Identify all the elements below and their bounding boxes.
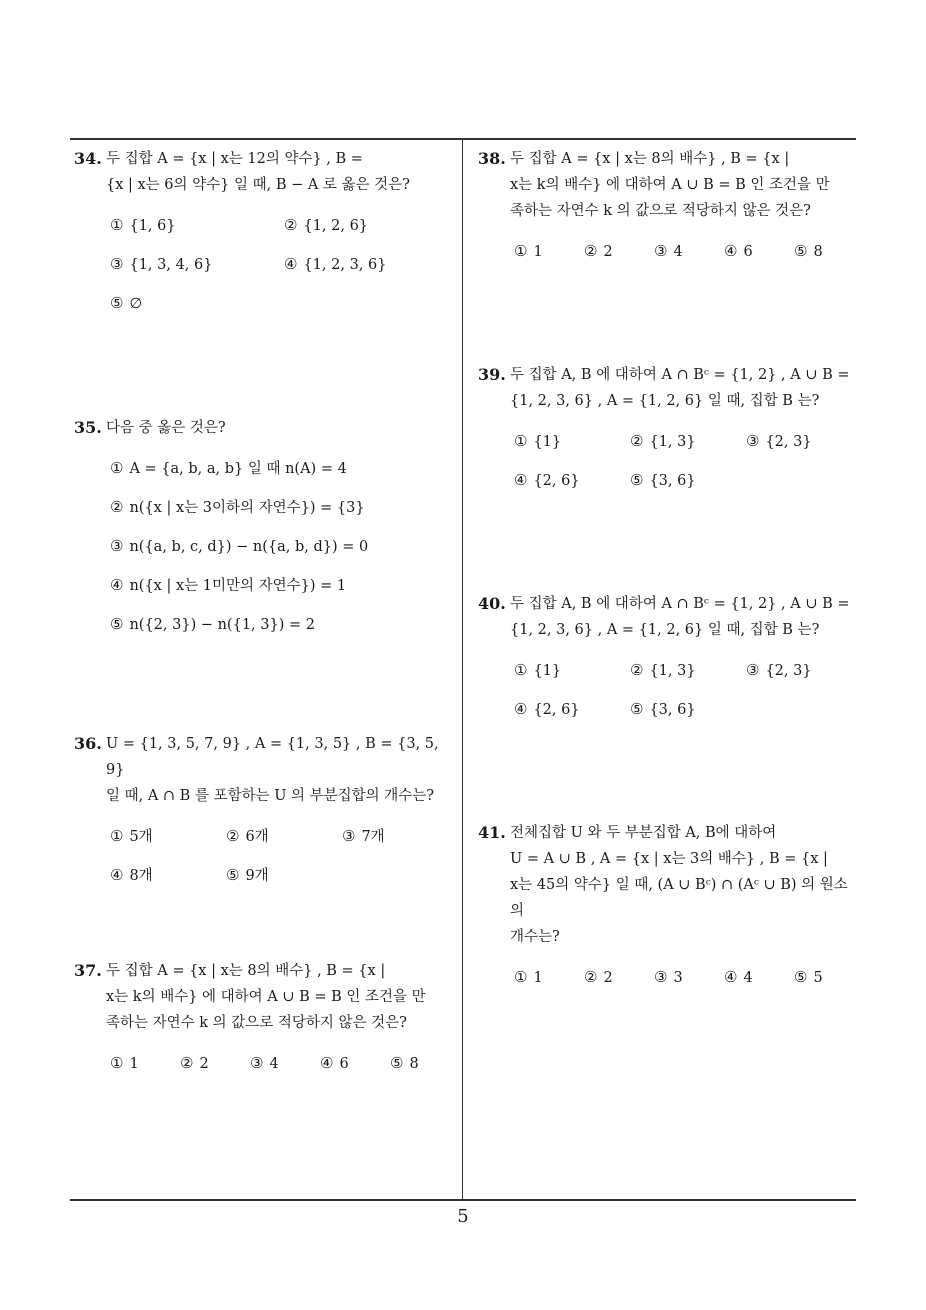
option-4[interactable] (284, 251, 386, 278)
question-40 (478, 591, 860, 737)
option-marker: ③ (110, 537, 124, 555)
option-text: 1 (533, 244, 543, 260)
option-text: 6 (743, 244, 753, 260)
option-5[interactable] (226, 862, 269, 889)
question-text (106, 146, 456, 198)
option-5[interactable] (630, 467, 696, 494)
option-text: {1} (533, 434, 562, 450)
option-text: 6개 (245, 829, 269, 845)
option-text: 4 (743, 970, 753, 986)
option-marker: ⑤ (110, 615, 124, 633)
option-text: {2, 3} (765, 434, 812, 450)
option-4[interactable] (110, 862, 153, 889)
option-marker: ⑤ (794, 242, 808, 260)
question-line: 두 집합 A = {x | x는 8의 배수} , B = {x | (510, 151, 790, 167)
option-marker: ③ (746, 432, 760, 450)
answer-options (74, 455, 456, 655)
option-2[interactable] (110, 494, 365, 521)
option-marker: ② (584, 242, 598, 260)
option-text: {3, 6} (649, 473, 696, 489)
option-marker: ① (110, 1054, 124, 1072)
question-line: {1, 2, 3, 6} , A = {1, 2, 6} 일 때, 집합 B 는? (510, 393, 820, 409)
option-2[interactable] (584, 238, 613, 265)
option-text: n({x | x는 1미만의 자연수}) = 1 (129, 578, 347, 594)
answer-options (74, 823, 456, 903)
option-marker: ⑤ (110, 294, 124, 312)
option-marker: ④ (110, 576, 124, 594)
option-3[interactable] (250, 1050, 279, 1077)
answer-options (478, 238, 860, 278)
question-number: 38. (478, 149, 506, 168)
option-2[interactable] (630, 657, 696, 684)
option-marker: ② (110, 498, 124, 516)
option-text: ∅ (129, 296, 143, 312)
option-marker: ③ (746, 661, 760, 679)
option-text: 2 (603, 970, 613, 986)
option-text: 5개 (129, 829, 153, 845)
question-39 (478, 362, 860, 508)
option-marker: ⑤ (226, 866, 240, 884)
question-38 (478, 146, 860, 278)
option-text: {2, 6} (533, 473, 580, 489)
option-2[interactable] (630, 428, 696, 455)
option-marker: ③ (654, 242, 668, 260)
option-2[interactable] (226, 823, 269, 850)
option-text: {1, 2, 6} (303, 218, 369, 234)
option-text: n({x | x는 3이하의 자연수}) = {3} (129, 500, 365, 516)
option-marker: ① (110, 216, 124, 234)
option-marker: ① (514, 968, 528, 986)
question-number: 41. (478, 823, 506, 842)
option-3[interactable] (342, 823, 385, 850)
option-1[interactable] (110, 1050, 139, 1077)
option-1[interactable] (514, 964, 543, 991)
option-text: 9개 (245, 868, 269, 884)
option-text: 8개 (129, 868, 153, 884)
option-text: 2 (199, 1056, 209, 1072)
question-line: 족하는 자연수 k 의 값으로 적당하지 않은 것은? (510, 203, 811, 219)
option-3[interactable] (654, 964, 683, 991)
question-line: 전체집합 U 와 두 부분집합 A, B에 대하여 (510, 825, 777, 841)
option-marker: ⑤ (390, 1054, 404, 1072)
option-marker: ④ (320, 1054, 334, 1072)
answer-options (478, 964, 860, 1004)
option-2[interactable] (284, 212, 368, 239)
option-text: {1, 3, 4, 6} (129, 257, 213, 273)
question-text (510, 591, 860, 643)
option-marker: ② (630, 432, 644, 450)
question-text (510, 362, 860, 414)
answer-options (478, 657, 860, 737)
question-number: 40. (478, 594, 506, 613)
option-1[interactable] (110, 455, 347, 482)
option-text: 8 (409, 1056, 419, 1072)
question-37 (74, 958, 456, 1090)
option-text: 4 (673, 244, 683, 260)
option-marker: ⑤ (630, 700, 644, 718)
question-line: 다음 중 옳은 것은? (106, 420, 226, 436)
option-text: n({a, b, c, d}) − n({a, b, d}) = 0 (129, 539, 369, 555)
question-text (106, 731, 456, 809)
question-line: x는 k의 배수} 에 대하여 A ∪ B = B 인 조건을 만 (106, 989, 426, 1005)
option-2[interactable] (584, 964, 613, 991)
question-line: {x | x는 6의 약수} 일 때, B − A 로 옳은 것은? (106, 177, 410, 193)
question-number: 36. (74, 734, 102, 753)
option-4[interactable] (110, 572, 346, 599)
option-text: {1, 2, 3, 6} (303, 257, 387, 273)
option-marker: ① (110, 459, 124, 477)
option-marker: ① (514, 242, 528, 260)
option-1[interactable] (514, 428, 561, 455)
option-2[interactable] (180, 1050, 209, 1077)
option-3[interactable] (110, 533, 368, 560)
option-5[interactable] (794, 238, 823, 265)
option-marker: ① (514, 661, 528, 679)
question-text (106, 958, 456, 1036)
option-text: 4 (269, 1056, 279, 1072)
answer-options (74, 1050, 456, 1090)
option-3[interactable] (746, 657, 812, 684)
option-5[interactable] (630, 696, 696, 723)
option-marker: ④ (514, 471, 528, 489)
option-text: 5 (813, 970, 823, 986)
option-marker: ③ (654, 968, 668, 986)
option-5[interactable] (794, 964, 823, 991)
question-line: x는 k의 배수} 에 대하여 A ∪ B = B 인 조건을 만 (510, 177, 830, 193)
option-marker: ④ (724, 242, 738, 260)
footer-rule (70, 1199, 856, 1201)
option-1[interactable] (110, 212, 176, 239)
option-5[interactable] (110, 611, 315, 638)
option-1[interactable] (514, 238, 543, 265)
option-marker: ② (284, 216, 298, 234)
option-5[interactable] (110, 290, 142, 317)
option-marker: ② (584, 968, 598, 986)
option-marker: ④ (724, 968, 738, 986)
option-text: 1 (129, 1056, 139, 1072)
question-text (510, 820, 860, 950)
question-number: 37. (74, 961, 102, 980)
question-line: 두 집합 A, B 에 대하여 A ∩ Bᶜ = {1, 2} , A ∪ B = (510, 596, 850, 612)
question-line: 개수는? (510, 929, 560, 945)
option-text: n({2, 3}) − n({1, 3}) = 2 (129, 617, 315, 633)
option-marker: ③ (342, 827, 356, 845)
option-text: 3 (673, 970, 683, 986)
option-text: A = {a, b, a, b} 일 때 n(A) = 4 (129, 461, 347, 477)
question-35 (74, 415, 456, 655)
question-line: U = A ∪ B , A = {x | x는 3의 배수} , B = {x | (510, 851, 828, 867)
question-line: {1, 2, 3, 6} , A = {1, 2, 6} 일 때, 집합 B 는? (510, 622, 820, 638)
option-4[interactable] (514, 696, 580, 723)
option-text: {3, 6} (649, 702, 696, 718)
answer-options (478, 428, 860, 508)
option-marker: ④ (514, 700, 528, 718)
question-text (510, 146, 860, 224)
option-1[interactable] (514, 657, 561, 684)
question-line: 두 집합 A = {x | x는 12의 약수} , B = (106, 151, 363, 167)
page-number: 5 (457, 1206, 469, 1227)
question-line: x는 45의 약수} 일 때, (A ∪ Bᶜ) ∩ (Aᶜ ∪ B) 의 원소의 (510, 877, 848, 919)
option-4[interactable] (724, 238, 753, 265)
question-line: 일 때, A ∩ B 를 포함하는 U 의 부분집합의 개수는? (106, 788, 435, 804)
answer-options (74, 212, 456, 342)
question-line: 족하는 자연수 k 의 값으로 적당하지 않은 것은? (106, 1015, 407, 1031)
option-text: {2, 3} (765, 663, 812, 679)
option-text: {1} (533, 663, 562, 679)
option-marker: ① (514, 432, 528, 450)
question-number: 34. (74, 149, 102, 168)
option-text: {1, 3} (649, 663, 696, 679)
option-text: {2, 6} (533, 702, 580, 718)
option-marker: ④ (110, 866, 124, 884)
question-line: 두 집합 A = {x | x는 8의 배수} , B = {x | (106, 963, 386, 979)
question-line: U = {1, 3, 5, 7, 9} , A = {1, 3, 5} , B = {3, 5, 9} (106, 736, 439, 778)
option-marker: ③ (250, 1054, 264, 1072)
option-marker: ② (226, 827, 240, 845)
question-line: 두 집합 A, B 에 대하여 A ∩ Bᶜ = {1, 2} , A ∪ B = (510, 367, 850, 383)
option-text: {1, 6} (129, 218, 176, 234)
question-number: 39. (478, 365, 506, 384)
option-text: 6 (339, 1056, 349, 1072)
option-1[interactable] (110, 823, 153, 850)
option-marker: ① (110, 827, 124, 845)
option-4[interactable] (320, 1050, 349, 1077)
option-marker: ⑤ (794, 968, 808, 986)
option-5[interactable] (390, 1050, 419, 1077)
option-4[interactable] (724, 964, 753, 991)
option-text: {1, 3} (649, 434, 696, 450)
option-3[interactable] (654, 238, 683, 265)
option-marker: ④ (284, 255, 298, 273)
option-3[interactable] (746, 428, 812, 455)
question-36 (74, 731, 456, 903)
option-text: 8 (813, 244, 823, 260)
option-marker: ③ (110, 255, 124, 273)
question-34 (74, 146, 456, 342)
option-text: 7개 (361, 829, 385, 845)
option-marker: ⑤ (630, 471, 644, 489)
question-number: 35. (74, 418, 102, 437)
question-41 (478, 820, 860, 1004)
option-4[interactable] (514, 467, 580, 494)
column-divider (462, 139, 463, 1200)
option-text: 1 (533, 970, 543, 986)
option-marker: ② (180, 1054, 194, 1072)
option-text: 2 (603, 244, 613, 260)
question-text (106, 415, 456, 441)
option-3[interactable] (110, 251, 212, 278)
option-marker: ② (630, 661, 644, 679)
